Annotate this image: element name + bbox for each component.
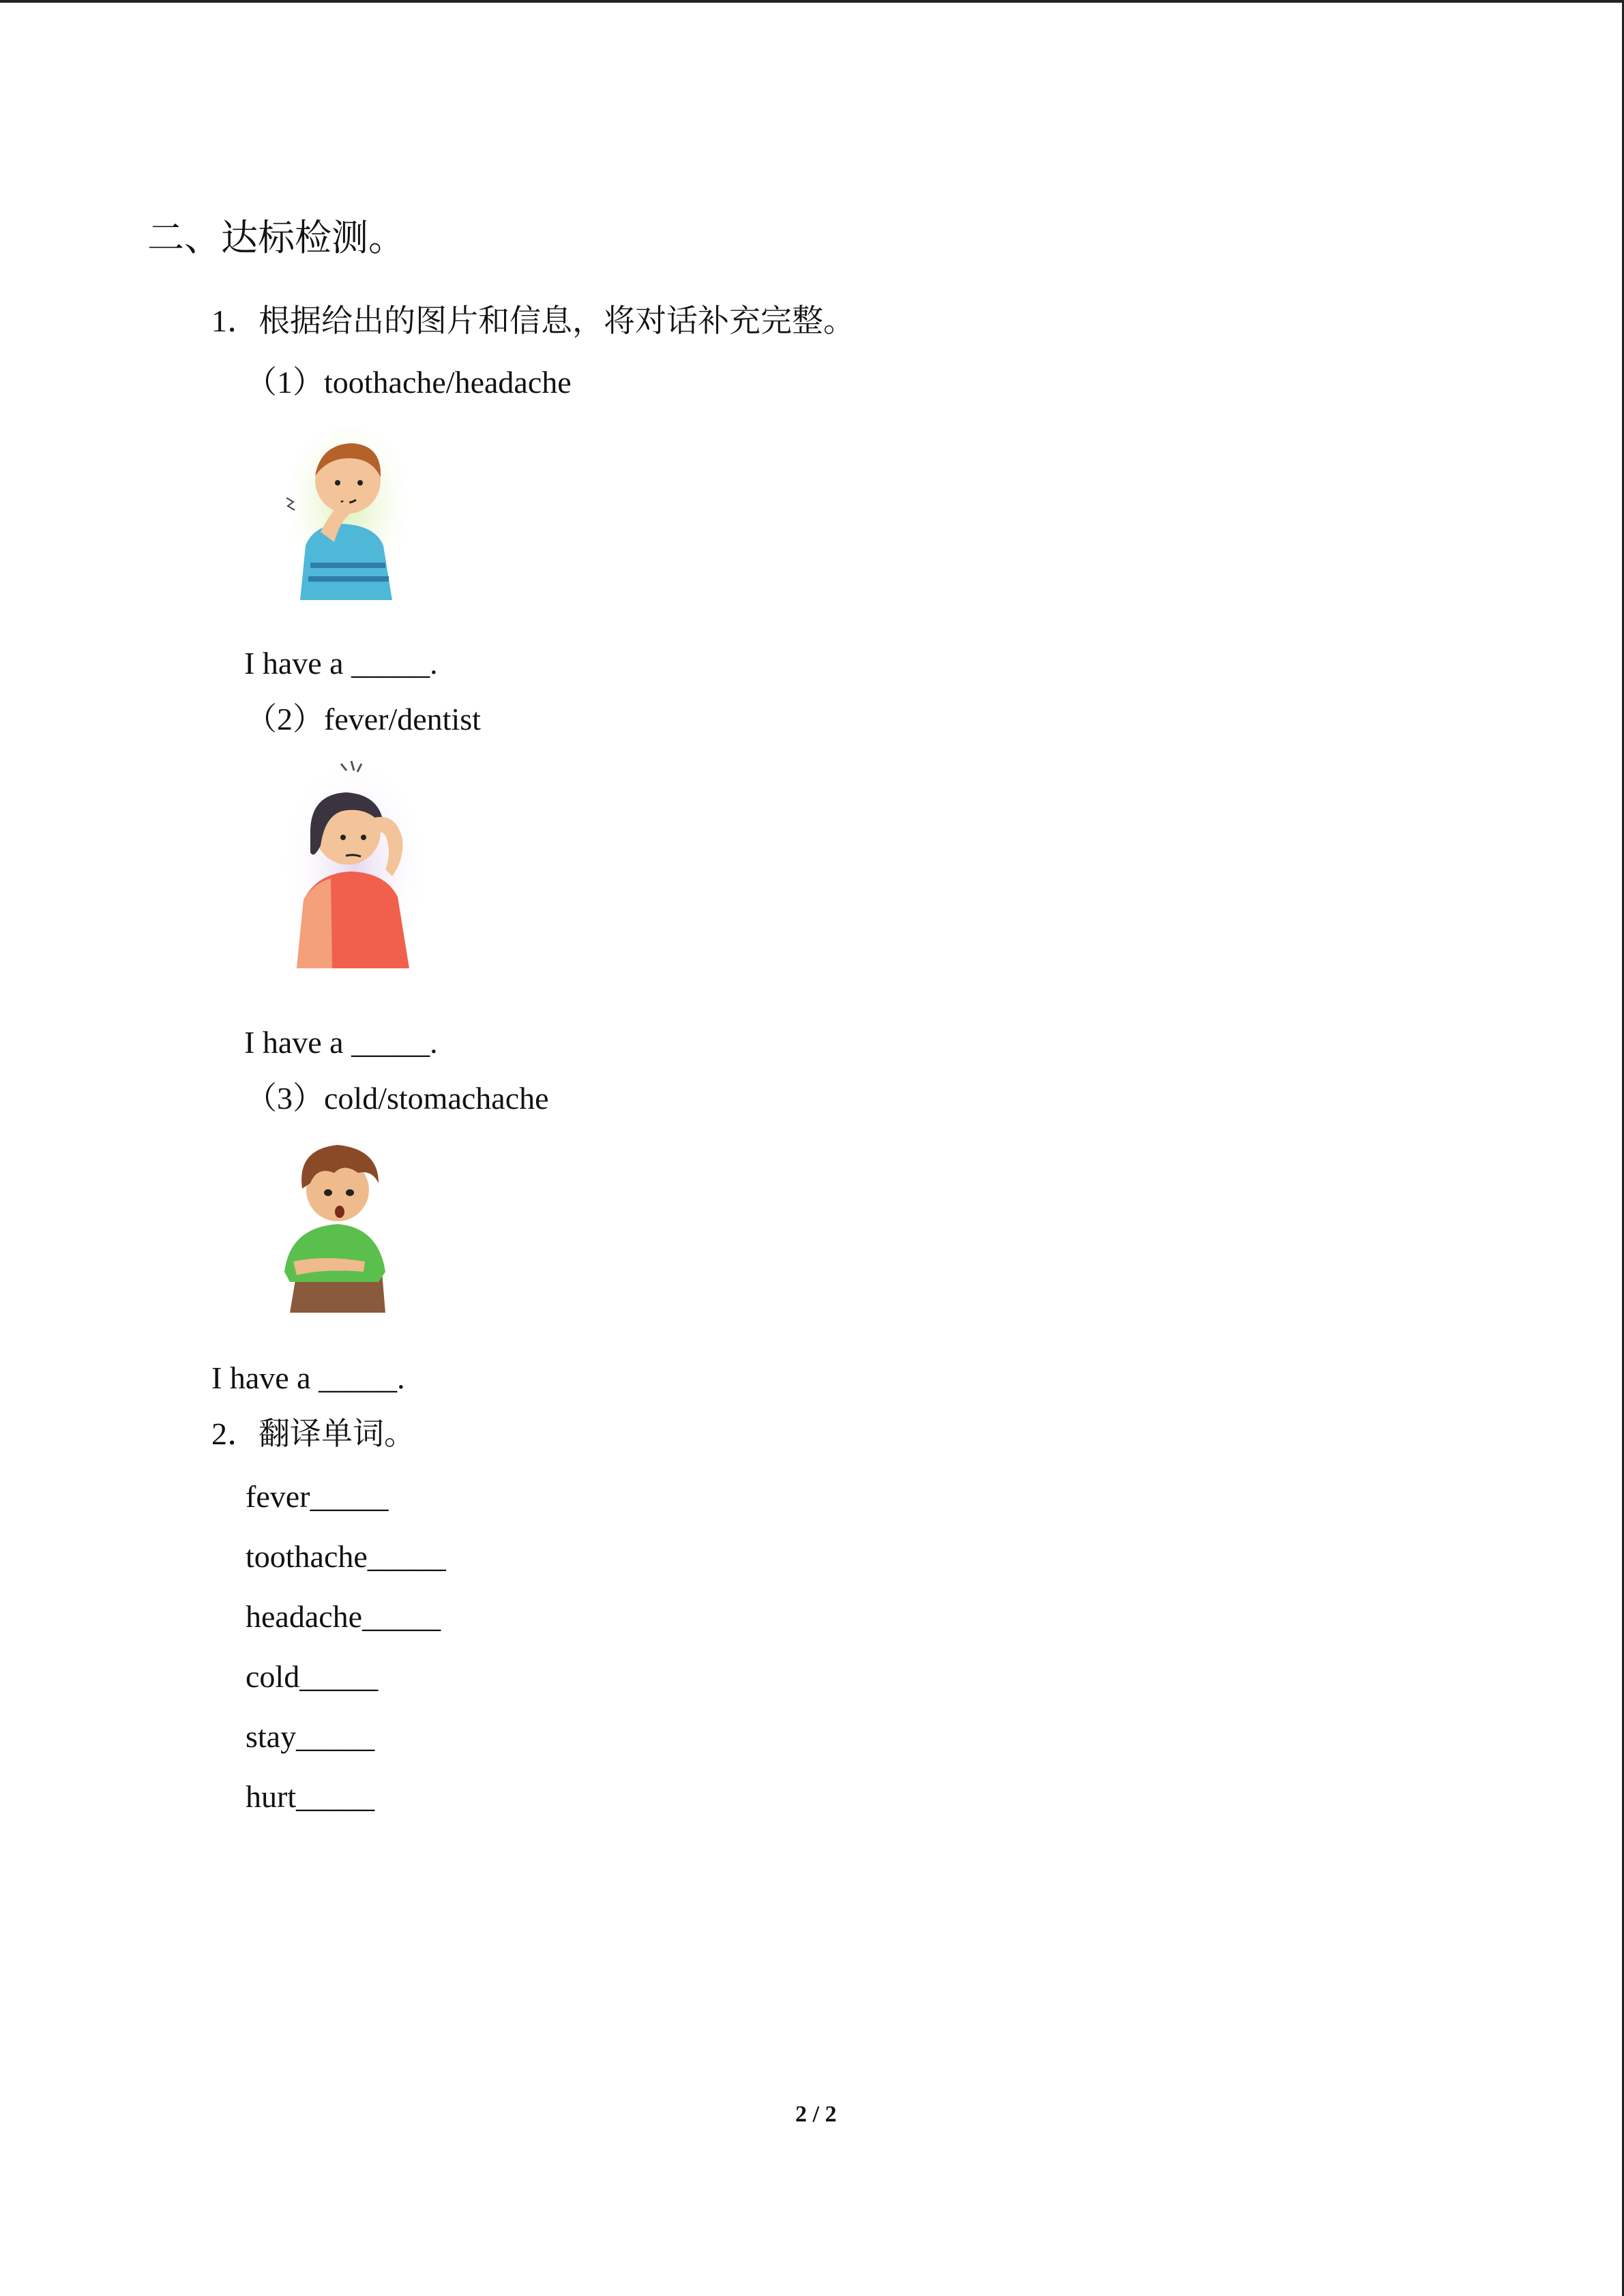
q2-word-stay: stay_____: [246, 1719, 375, 1754]
q1-item1-sentence: I have a _____.: [244, 646, 438, 681]
section-heading: 二、达标检测。: [147, 218, 405, 258]
q1-instruction: 1．根据给出的图片和信息，将对话补充完整。: [211, 303, 855, 338]
page-number: 2 / 2: [795, 2102, 837, 2127]
q2-word-hurt: hurt_____: [246, 1779, 375, 1814]
q1-item2-label: （2）fever/dentist: [246, 702, 481, 736]
q1-item2-sentence: I have a _____.: [244, 1025, 438, 1060]
q1-item3-sentence: I have a _____.: [211, 1360, 405, 1395]
q2-word-cold: cold_____: [246, 1659, 379, 1694]
q2-instruction: 2．翻译单词。: [211, 1416, 415, 1451]
girl-headache-illustration: [283, 757, 426, 968]
page-top-border: [0, 0, 1624, 3]
q2-word-toothache: toothache_____: [246, 1539, 446, 1574]
q1-item3-label: （3）cold/stomachache: [246, 1081, 549, 1116]
q2-word-fever: fever_____: [246, 1479, 389, 1514]
q1-item1-label: （1）toothache/headache: [246, 365, 572, 400]
boy-toothache-illustration: [273, 423, 409, 600]
boy-stomachache-illustration: [269, 1135, 406, 1313]
q2-word-headache: headache_____: [246, 1599, 441, 1634]
